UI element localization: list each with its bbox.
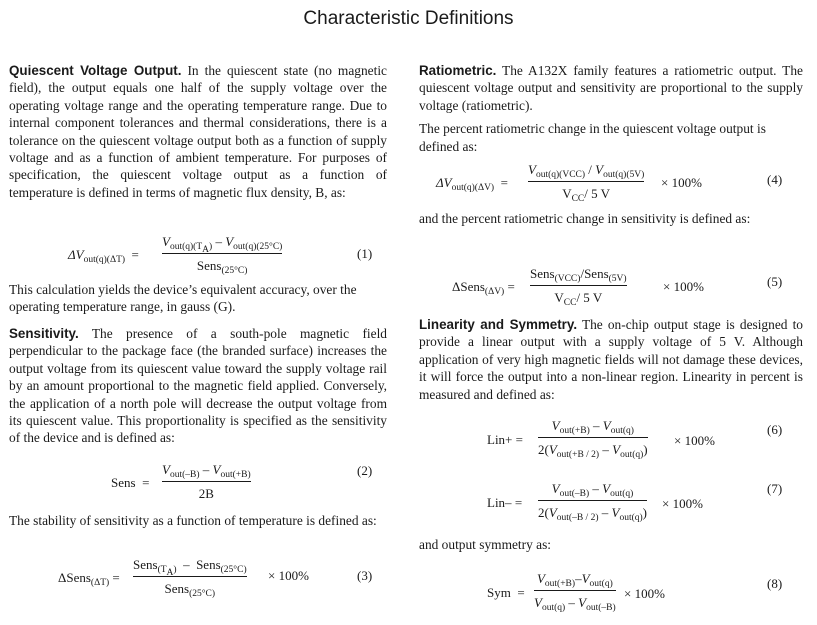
eq2-fraction: $V_{out(-B)} - V_{out(+B)}$ 2B	[162, 462, 251, 501]
eq2-number: (2)	[357, 463, 373, 478]
eq8-times: × 100%	[624, 586, 665, 601]
sensitivity-after: The stability of sensitivity as a function of temperature is defined as:	[9, 513, 377, 528]
eq5-number: (5)	[767, 274, 783, 289]
quiescent-after: This calculation yields the device’s equivalent accuracy, over the operating temperature range, in gauss (G).	[9, 282, 357, 315]
ratiometric-body2: The percent ratiometric change in the quiescent voltage output is defined as:	[419, 121, 766, 154]
linearity-body: The on-chip output stage is designed to provide a linear output with a supply voltage of 5 V. Although application of very high magnetic fields will not damage these devices, it will force the output into a non-linear region. Linearity in percent is measured and defined as:	[419, 317, 803, 402]
eq2-lhs: Sens =	[111, 475, 150, 490]
sensitivity-body: The presence of a south-pole magnetic field perpendicular to the package face (the branded surface) increases the output voltage from its quiescent value toward the supply voltage rail by an amount proportional to the magnetic field applied. Conversely, the application of a north pole will decrease the output voltage from its quiescent value. This proportionality is specified as the sensitivity of the device and is defined as:	[9, 326, 388, 446]
linearity-heading: Linearity and Symmetry.	[419, 317, 578, 332]
eq1-fraction: $V_{out(q)(T_A)} - V_{out(q)(25^\circ C)}$ Sens$_{(25^\circ C)}$	[162, 234, 283, 276]
ratiometric-section	[419, 62, 803, 155]
linearity-after: and output symmetry as:	[419, 537, 552, 552]
eq6-lhs: Lin+ =	[487, 432, 523, 447]
eq5-lhs: ΔSens$_{(\Delta V)}$ =	[452, 279, 515, 297]
equation-7	[410, 479, 810, 531]
eq6-times: × 100%	[674, 433, 715, 448]
equation-8	[410, 570, 810, 622]
eq7-number: (7)	[767, 481, 783, 496]
eq7-times: × 100%	[662, 496, 703, 511]
eq3-fraction: Sens$_{(T_A)}$ – Sens$_{(25^\circ C)}$ Sens$_{(25^\circ C)}$	[133, 557, 247, 599]
eq3-lhs: ΔSens$_{(\Delta T)}$ =	[58, 570, 120, 588]
equation-5	[410, 262, 810, 310]
eq3-times: × 100%	[268, 568, 309, 583]
eq4-times: × 100%	[661, 175, 702, 190]
eq1-lhs: $\Delta V_{out(q)(\Delta T)}$ =	[68, 247, 139, 265]
quiescent-body: In the quiescent state (no magnetic field), the output equals one half of the supply voltage over the operating voltage range and the operating temperature range. Due to internal component tolerances and thermal considerations, there is a tolerance on the quiescent voltage output both as a function of supply voltage and as a function of ambient temperature. For purposes of specification, the quiescent voltage output as a function of temperature is defined in terms of magnetic flux density, B, as:	[9, 63, 387, 200]
eq5-times: × 100%	[663, 279, 704, 294]
equation-2	[0, 458, 400, 506]
ratiometric-after: and the percent ratiometric change in sensitivity is defined as:	[419, 211, 751, 226]
sensitivity-section	[9, 325, 387, 447]
eq7-lhs: Lin– =	[487, 495, 523, 510]
eq8-lhs: Sym =	[487, 585, 525, 600]
linearity-section	[419, 316, 803, 403]
equation-6	[410, 416, 810, 468]
eq6-fraction: $V_{out(+B)} - V_{out(q)}$ $2(V_{out(+B / 2)} - V_{out(q)})$	[538, 418, 648, 460]
eq1-number: (1)	[357, 246, 373, 261]
page-title: Characteristic Definitions	[303, 8, 514, 29]
eq7-fraction: $V_{out(-B)} - V_{out(q)}$ $2(V_{out(-B / 2)} - V_{out(q)})$	[538, 481, 648, 523]
eq8-number: (8)	[767, 576, 783, 591]
eq6-number: (6)	[767, 422, 783, 437]
eq4-lhs: $\Delta V_{out(q)(\Delta V)}$ =	[436, 175, 508, 193]
eq3-number: (3)	[357, 568, 373, 583]
quiescent-heading: Quiescent Voltage Output.	[9, 63, 182, 78]
eq4-fraction: $V_{out(q)(VCC)} / V_{out(q)(5V)}$ $V_{CC}/$ 5 V	[528, 162, 645, 204]
equation-3	[0, 553, 400, 601]
eq8-fraction: $V_{out(+B)}-V_{out(q)}$ $V_{out(q)} - V_{out(-B)}$	[534, 571, 616, 613]
ratiometric-body: The A132X family features a ratiometric output. The quiescent voltage output and sensitivity are proportional to the supply voltage (ratiometric).	[419, 63, 803, 113]
eq5-fraction: Sens$_{(VCC)}$/Sens$_{(5V)}$ $V_{CC}/$ 5 V	[530, 266, 627, 308]
sensitivity-heading: Sensitivity.	[9, 326, 79, 341]
eq4-number: (4)	[767, 172, 783, 187]
equation-1	[0, 230, 400, 278]
equation-4	[410, 158, 810, 206]
quiescent-section	[9, 62, 387, 201]
ratiometric-heading: Ratiometric.	[419, 63, 497, 78]
